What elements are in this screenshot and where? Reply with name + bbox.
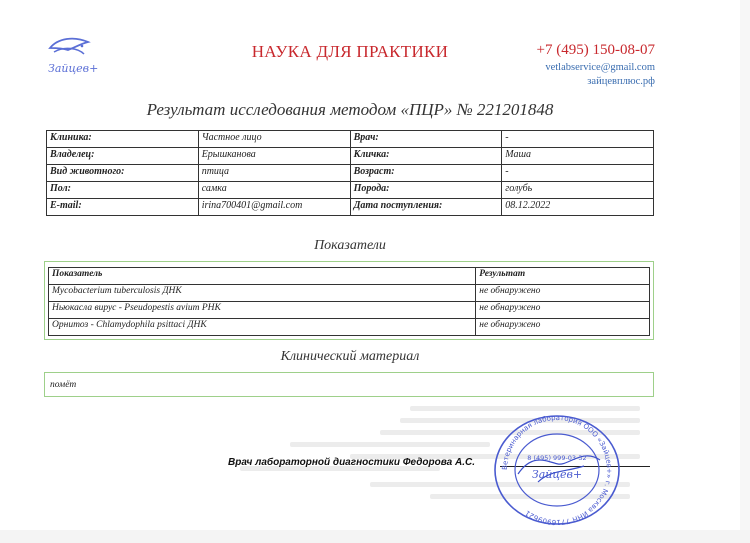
clinic-value: Частное лицо [198,131,350,148]
table-row [49,319,650,336]
table-row [47,148,654,165]
report-title: Результат исследования методом «ПЦР» № 221201848 [146,100,554,119]
email-label: E-mail: [47,199,199,216]
date-label: Дата поступления: [350,199,502,216]
brand-title: НАУКА ДЛЯ ПРАКТИКИ [251,42,449,61]
sex-value: самка [198,182,350,199]
material-heading: Клинический материал [280,349,420,364]
table-row [47,199,654,216]
breed-label: Порода: [350,182,502,199]
indicator-name: Орнитоз - Chlamydophila psittaci ДНК [49,319,476,336]
sex-label: Пол: [47,182,199,199]
table-row [47,165,654,182]
doctor-value: - [502,131,654,148]
indicator-result: не обнаружено [476,285,650,302]
page-edge-bottom [0,530,750,543]
indicator-name: Ньюкасла вирус - Pseudopestis avium РНК [49,302,476,319]
indicators-heading: Показатели [314,238,386,253]
age-value: - [502,165,654,182]
age-label: Возраст: [350,165,502,182]
owner-value: Ерышканова [198,148,350,165]
stamp-ring-text: Ветеринарная лаборатория ООО «Зайцев+» г. Москва ИНН 7716909621 [500,413,614,527]
material-value: помёт [50,380,77,390]
phone-number[interactable]: +7 (495) 150-08-07 [536,42,655,58]
stamp-center-logo: Зайцев+ [531,468,583,481]
species-value: птица [198,165,350,182]
material-box [44,372,654,397]
patient-info-table [46,130,654,216]
col-indicator-header: Показатель [49,268,476,285]
table-row [49,285,650,302]
indicator-name: Mycobacterium tuberculosis ДНК [49,285,476,302]
breed-value: голубь [502,182,654,199]
indicators-table [48,267,650,336]
contacts-block [480,42,655,87]
table-header-row [49,268,650,285]
col-result-header: Результат [476,268,650,285]
nickname-label: Кличка: [350,148,502,165]
page-edge-right [740,0,750,543]
nickname-value: Маша [502,148,654,165]
owner-label: Владелец: [47,148,199,165]
contact-email[interactable]: vetlabservice@gmail.com [545,62,655,73]
indicator-result: не обнаружено [476,302,650,319]
clinic-label: Клиника: [47,131,199,148]
table-row [49,302,650,319]
laboratory-stamp [488,412,626,528]
table-row [47,182,654,199]
indicator-result: не обнаружено [476,319,650,336]
zaitsev-logo [44,34,100,82]
svg-text:Зайцев+: Зайцев+ [48,62,99,75]
species-label: Вид животного: [47,165,199,182]
date-value: 08.12.2022 [502,199,654,216]
doctor-signature-line: Врач лабораторной диагностики Федорова А.С. [228,457,475,468]
email-value: irina700401@gmail.com [198,199,350,216]
doctor-label: Врач: [350,131,502,148]
table-row [47,131,654,148]
website-link[interactable]: зайцевплюс.рф [587,76,655,87]
stamp-phone: 8 (495) 999-03-32 [527,454,587,462]
